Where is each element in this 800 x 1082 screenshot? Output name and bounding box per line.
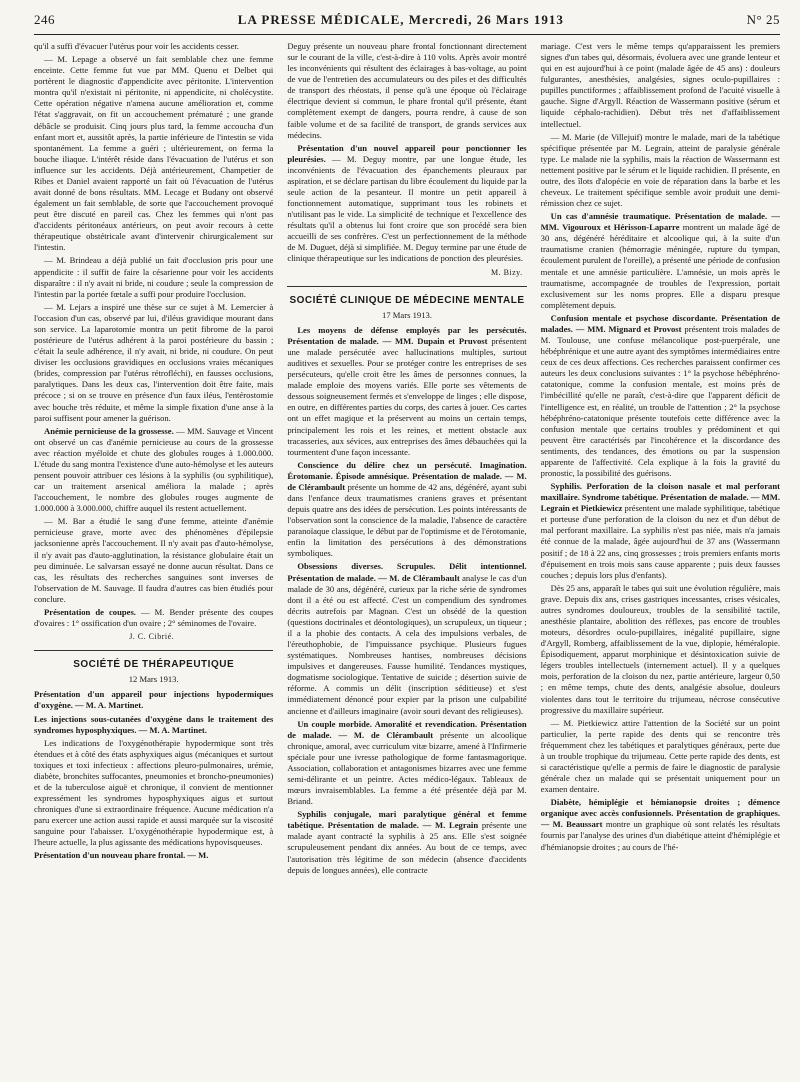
entry-heading: Les moyens de défense employés par les persécutés. Présentation de malade. — MM. Dupain et Pruvost	[287, 324, 527, 346]
entry-text: présentent trois malades de M. Toulouse, une confuse mélancolique post-puerpérale, une hébéphrénique et une autre ayant des symptômes intermédiaires entre ceux de ces deux affections. Ces recherches paraissent confirmer ces auteurs les deux conclusions suivantes : 1° la psychose hébéphréno-catatonique, comme la confusion mentale, est moins près de l'imbécillité qu'elle ne paraît, c'est-à-dire que l'apparent déficit de l'intelligence est, en réalité, un trouble de l'attention ; 2° la psychose hébéphréno-catatonique présente toutefois cette différence avec la confusion mentale que certains troubles y prédominent et qui peuvent être caractérisés par l'incohérence et la discordance des sentiments, des tendances, des émotions ou par la suspension apparente de l'affectivité. Cela explique à la fois la gravité du pronostic, la possibilité des guérisons.	[540, 323, 780, 478]
entry-text: présente une malade ayant contracté la syphilis à 25 ans. Elle s'est soignée scrupuleusement pendant dix années. Au bout de ce temps, avec l'autorisation très légitime de son médecin (absence d'accidents depuis de longues années), elle contracte	[287, 820, 527, 875]
entry	[287, 460, 526, 560]
journal-title: LA PRESSE MÉDICALE, Mercredi, 26 Mars 1913	[237, 12, 564, 27]
entry-heading: Les injections sous-cutanées d'oxygène dans le traitement des syndromes hyposphyxiques. — M. A. Martinet.	[34, 713, 274, 735]
entry-heading: Présentation d'un nouvel appareil pour ponctionner les pleurésies.	[287, 142, 527, 164]
entry-heading: Conscience du délire chez un persécuté. Imagination. Érotomanie. Épisode amnésique. Présentation de malade. — M. de Clérambault	[287, 459, 527, 492]
signature: J. C. Cibrié.	[129, 632, 175, 642]
entry-text: présente un homme de 42 ans, dégénéré, ayant subi dans l'enfance deux traumatismes craniens graves et présentant depuis quatre ans des idées de persécution. Les points intéressants de l'observation sont la conscience de la maladie, l'absence de caractère paranoïaque classique, le début par de l'optimisme et de l'érotomanie, enfin la limitation des persécutions à des démonstrations symboliques.	[287, 481, 527, 559]
paragraph: — M. Bar a étudié le sang d'une femme, atteinte d'anémie pernicieuse grave, morte avec des phénomènes d'épilepsie jacksonienne après l'accouchement. Il n'y avait pas d'auto-hémolyse, il n'y avait pas d'auto-agglutination, la résistance globulaire était un peu diminuée. Le salvarsan essayé ne donne aucun résultat. Dans ce cas, les résultats des recherches sanguines sont inverses de l'observation de M. Sauvage. Il faudra d'autres cas bien étudiés pour conclure.	[34, 516, 274, 604]
column-3	[541, 41, 780, 1081]
entry-heading: Présentation d'un nouveau phare frontal. — M.	[34, 850, 209, 861]
page-number: 246	[34, 12, 55, 27]
section-date: 12 Mars 1913.	[128, 674, 179, 685]
entry-text: montrent un malade âgé de 30 ans, dégénéré héréditaire et alcoolique qui, à la suite d'un traumatisme cranien (hémorragie méningée, rupture du tympan, écoulement purulent de l'oreille), a présenté une période de confusion mentale et une amnésie particulière. L'amnésie, un mois après le traumatisme, accompagnée de troubles de l'expression, portait exclusivement sur les noms propres. Elle a disparu presque complètement depuis.	[540, 222, 780, 310]
entry-text: analyse le cas d'un malade de 30 ans, dégénéré, curieux par la riche série de syndromes dont il a été ou est affecté. C'est un compendium des syndromes décrits autrefois par Magnan. C'est un obsédé de la question (questions doctrinales et déontologiques), un scrupuleux, un tiqueur ; il a la phobie des contacts. A cela des impulsions verbales, de l'éreuthophobie, de l'impuissance psychique. Plusieurs fugues systématiques. Nombreuses hantises, nombreuses décisions impulsives et dangereuses. Fausse humilité. Tendances mystiques, dogmatisme sociologique. Tentative de suicide ; désertion suivie de réforme. A commis un délit (inscription séditieuse) et s'est immédiatement dénoncé pour expier par la prison une culpabilité ancienne et d'ailleurs imaginaire (avoir souri devant des religieuses).	[287, 572, 527, 716]
entry	[287, 561, 526, 716]
entry-heading: Diabète, hémiplégie et hémianopsie droites ; démence organique avec accès confusionnels. Présentation de graphiques. — M. Beaussart	[540, 797, 780, 830]
entry-text: présentent une malade persécutée avec hallucinations multiples, surtout auditives et sexuelles. Pour se protéger contre les entreprises de ses persécuteurs, qu'elle croit être les âmes de personnes connues, la malade emploie des moyens variés. Elle porte ses vêtements de dessous soigneusement fermés et s'enveloppe de linges ; elle dispose, en outre, en différentes parties du corps, des cartes à jouer. Ces cartes ont un effet magique et la préservent au moins un certain temps, principalement les rois et les reines, et mettent obstacle aux tracasseries, aux sévices, aux entreprises des âmes débauchées qui la tourmentent d'une façon incessante.	[287, 335, 527, 457]
paragraph: Dès 25 ans, apparaît le tabes qui suit une évolution régulière, mais grave. Depuis dix ans, crises gastriques incessantes, crises vésicales, autres syndromes douloureux, troubles de la sensibilité tactile, anesthésie plantaire, abolition des réflexes, pas encore de troubles moteurs, désordres oculo-pupillaires, inégalité pupillaire, signe d'Argyll, Romberg, affaiblissement de la vue, diplopie, héméralopie. Épisodiquement, apparut morphinique et désintoxication suivie de légers troubles intellectuels (internement actuel). Il y a quelques mois, perforation de la cloison du nez, partie antérieure, largeur 0,50 ; en même temps, chute des dents, analgésie absolue, douleurs violentes dans tout le territoire du trijumeau, nécrose consécutive progressive du maxillaire supérieur.	[540, 582, 780, 715]
entry	[541, 481, 780, 581]
paragraph: Les indications de l'oxygénothérapie hypodermique sont très étendues et à côté des états asphyxiques aigus (mécaniques et surtout toxiques et toxi infectieux : affections pleuro-pulmonaires, urémie, diabète, bronchites suffocantes, pneumonies et broncho-pneumonies) et de la tuberculose aiguë et chronique, il convient de mentionner expressément les syndromes hyposphyxiques aigus et surtout chroniques d'une si extraordinaire fréquence. Aucune médication n'a paru exercer une action aussi rapide et aussi marquée sur la viscosité sanguine pour l'abaisser. L'oxygénothérapie hypodermique est, à l'heure actuelle, la plus agissante des médications hypovisqueuses.	[34, 737, 274, 848]
signature: M. Bizy.	[490, 267, 523, 277]
entry-heading: Obsessions diverses. Scrupules. Délit intentionnel. Présentation de malade. — M. de Clérambault	[287, 561, 527, 583]
entry	[287, 809, 526, 875]
paragraph: qu'il a suffi d'évacuer l'utérus pour voir les accidents cesser.	[34, 41, 239, 51]
entry	[287, 719, 526, 808]
entry-heading: Anémie pernicieuse de la grossesse.	[44, 425, 174, 436]
issue-number: N° 25	[746, 12, 780, 27]
paragraph: Deguy présente un nouveau phare frontal fonctionnant directement sur le courant de la ville, c'est-à-dire à 110 volts. Après avoir montré les inconvénients qui résultent des éclairages à bas-voltage, au point de vue de l'entretien des accumulateurs ou des piles et des difficultés de transport des rhéostats, il pense qu'à une époque où l'éclairage électrique devient si commun, le phare frontal qu'il présente, étant complètement exempt de dangers, pourra rendre, à cause de son faible volume et de sa facilité de transport, de grands services aux médecins.	[287, 41, 527, 140]
entry	[287, 143, 526, 265]
entry-heading: Un cas d'amnésie traumatique. Présentation de malade. — MM. Vigouroux et Hérisson-Laparre	[540, 211, 780, 233]
entry	[34, 426, 273, 515]
paragraph: — M. Brindeau a déjà publié un fait d'occlusion pris pour une appendicite : il suffit de faire la césarienne pour voir les accidents disparaître : il n'y avait ni bride, ni coudure ; seule la compression de l'intestin par la portée fœtale a suffi pour produire l'occlusion.	[34, 255, 274, 299]
entry-text: — M. Bender présente des coupes d'ovaires : 1° ossification d'un ovaire ; 2° séminomes de l'ovaire.	[34, 606, 274, 628]
page-header	[34, 12, 780, 35]
entry	[287, 325, 526, 458]
entry	[541, 797, 780, 852]
entry-text: présente un alcoolique chronique, amoral, avec curriculum vitæ bizarre, amené à l'Infirmerie spéciale pour une ivresse pathologique de forme fantasmagorique. Association, collaboration et antagonismes bizarres avec une femme semi-délirante et un peintre. Actes médico-légaux. Tableaux de mœurs invraisemblables. La femme a été présentée déjà par M. Briand.	[287, 729, 527, 807]
entry-heading: Présentation de coupes.	[44, 606, 136, 617]
entry-text: — MM. Sauvage et Vincent ont observé un cas d'anémie pernicieuse au cours de la grossesse avec réaction myéloïde et chute des globules rouges à 1.000.000. L'étude du sang montra l'existence d'une auto-hémolyse et les auteurs pensent pouvoir attribuer ces lésions à la syphilis (ou syphilitique), car un traitement arsenical améliora la malade ; après l'accouchement, le nombre des globules rouges augmente de 1.000.000 à 3.000.000, chiffre auquel ils restent actuellement.	[34, 425, 274, 514]
paragraph: — M. Pietkiewicz attire l'attention de la Société sur un point particulier, la perte rapide des dents qui se rencontre très fréquemment chez les tabétiques et paralytiques généraux, perte due à un trouble trophique du trijumeau. Cette perte rapide des dents, est si caractéristique qu'elle a permis de faire le diagnostic de paralysie générale chez un malade qui se présentait uniquement pour un examen dentaire.	[540, 717, 780, 795]
section-title: SOCIÉTÉ DE THÉRAPEUTIQUE	[34, 650, 273, 672]
entry-heading: Syphilis conjugale, mari paralytique général et femme tabétique. Présentation de malade. — M. Legrain	[287, 809, 527, 831]
entry-heading: Confusion mentale et psychose discordante. Présentation de malades. — MM. Mignard et Provost	[540, 312, 780, 334]
section-date: 17 Mars 1913.	[382, 309, 432, 320]
section-title: SOCIÉTÉ CLINIQUE DE MÉDECINE MENTALE	[287, 286, 526, 308]
entry-heading: Présentation d'un appareil pour injections hypodermiques d'oxygène. — M. A. Martinet.	[34, 689, 274, 711]
column-2	[287, 41, 526, 1081]
entry	[34, 607, 273, 629]
entry	[541, 211, 780, 311]
paragraph: — M. Lepage a observé un fait semblable chez une femme enceinte. Cette femme fut vue par MM. Quenu et Delbet qui portèrent le diagnostic d'appendicite avec péritonite. L'intervention montra qu'il n'existait ni péritonite, ni appendicite, ni cholécystite. Cette opération négative n'amena aucune amélioration et, comme l'état s'aggravait, on fit un accouchement prématuré ; une grande débâcle se produisit. Cinq jours plus tard, la femme accoucha d'un enfant mort et, aussitôt après, la partie inférieure de l'intestin se vida spontanément. La femme a guéri ; ultérieurement, on ferma la bouche iliaque. L'intérêt réside dans l'évacuation de l'utérus et son influence sur les accidents. Déjà antérieurement, Champetier de Ribes et Daniel avaient rapporté un fait où l'évacuation de l'utérus avait donné de bons résultats. MM. Lecage et Budany ont observé également un fait semblable, de sorte que l'accouchement provoqué peut être discuté en pareil cas. Chez les femmes qui n'ont pas d'accidents péritonéaux antérieurs, on peut avoir recours à cette thérapeutique obstétricale avant d'intervenir chirurgicalement sur l'intestin.	[34, 54, 274, 253]
column-1	[34, 41, 273, 1081]
entry-heading: Syphilis. Perforation de la cloison nasale et mal perforant maxillaire. Syndrome tabétique. Présentation de malade. — MM. Legrain et Pietkiewicz	[540, 481, 780, 514]
entry-heading: Un couple morbide. Amoralité et revendication. Présentation de malade. — M. de Clérambault	[287, 718, 527, 740]
paragraph: — M. Lejars a inspiré une thèse sur ce sujet à M. Lemercier à l'occasion d'un cas, observé par lui, d'iléus gravidique mourant dans son service. La laparotomie montra un petit fibrome de la paroi postérieure de l'utérus adhérent à la paroi postérieure du bassin ; c'était la seule adhérence, il n'y avait, ni bride, ni coudure. On peut diviser les occlusions gravidiques en occlusions vraies mécaniques (brides, compression par l'utérus rétrofléchi), en fausses occlusions, paralytiques. Dans les deux cas, l'intervention doit être faite, mais précoce ; si on se trouve en présence d'un faux iléus, l'entérostomie avec bouche très réduite, et même la simple fixation d'une anse à la paroi suffisent pour amener la guérison.	[34, 301, 274, 423]
entry-text: présentent une malade syphilitique, tabétique et porteuse d'une perforation de la cloison du nez et d'un début de mal perforant maxillaire. La syphilis n'est pas niée, mais n'a jamais été connue de la malade, âgée aujourd'hui de 37 ans (Wassermann positif ; de 18 à 22 ans, cinq grossesses ; trois premiers enfants morts d'épuisement en trois mois sans cause apparente ; puis deux fausses couches ; depuis lors plus d'enfants).	[540, 503, 780, 580]
entry-text: montre un graphique où sont relatés les résultats fournis par l'analyse des urines d'un diabétique atteint d'hémiplégie et d'hémianopsie droites ; au cours de l'hé-	[540, 819, 780, 852]
entry-text: — M. Deguy montre, par une longue étude, les inconvénients de l'évacuation des épanchements pleuraux par aspiration, et se déclare partisan du libre écoulement du liquide par la seule action de la pesanteur. Il montre un petit appareil à fonctionnement automatique, supprimant tous les robinets et n'utilisant pas le vide. La simplicité de technique et l'excellence des résultats qu'il a obtenus lui font croire que son procédé sera bien accueilli de ses confrères. C'est un perfectionnement de la méthode de M. Duguet, déjà si simplifiée. M. Deguy termine par une étude de clinique thérapeutique sur les indications de ponction des pleurésies.	[287, 153, 527, 264]
entry	[541, 313, 780, 479]
paragraph: mariage. C'est vers le même temps qu'apparaissent les premiers signes d'un tabes qui, désormais, évoluera avec une grande lenteur et qui en est aujourd'hui à ce point (malade âgée de 45 ans) : douleurs fulgurantes, anesthésies, analgésies, signes oculo-pupillaires : pupilles punctiformes ; affaiblissement profond de l'acuité visuelle à gauche. Signe d'Argyll. Réaction de Wassermann positive (sérum et liquide céphalo-rachidien). Début très net d'affaiblissement intellectuel.	[540, 41, 780, 129]
paragraph: — M. Marie (de Villejuif) montre le malade, mari de la tabétique spécifique présentée par M. Legrain, atteint de paralysie générale type. Le malade nie la syphilis, mais la réaction de Wassermann est nettement positive par le sérum et le liquide rachidien. Il présente, en outre, des îlots d'alopécie en voie de réparation dans la barbe et les cheveux. Le traitement spécifique semble avoir produit une demi-rémission chez ce sujet.	[540, 131, 780, 209]
